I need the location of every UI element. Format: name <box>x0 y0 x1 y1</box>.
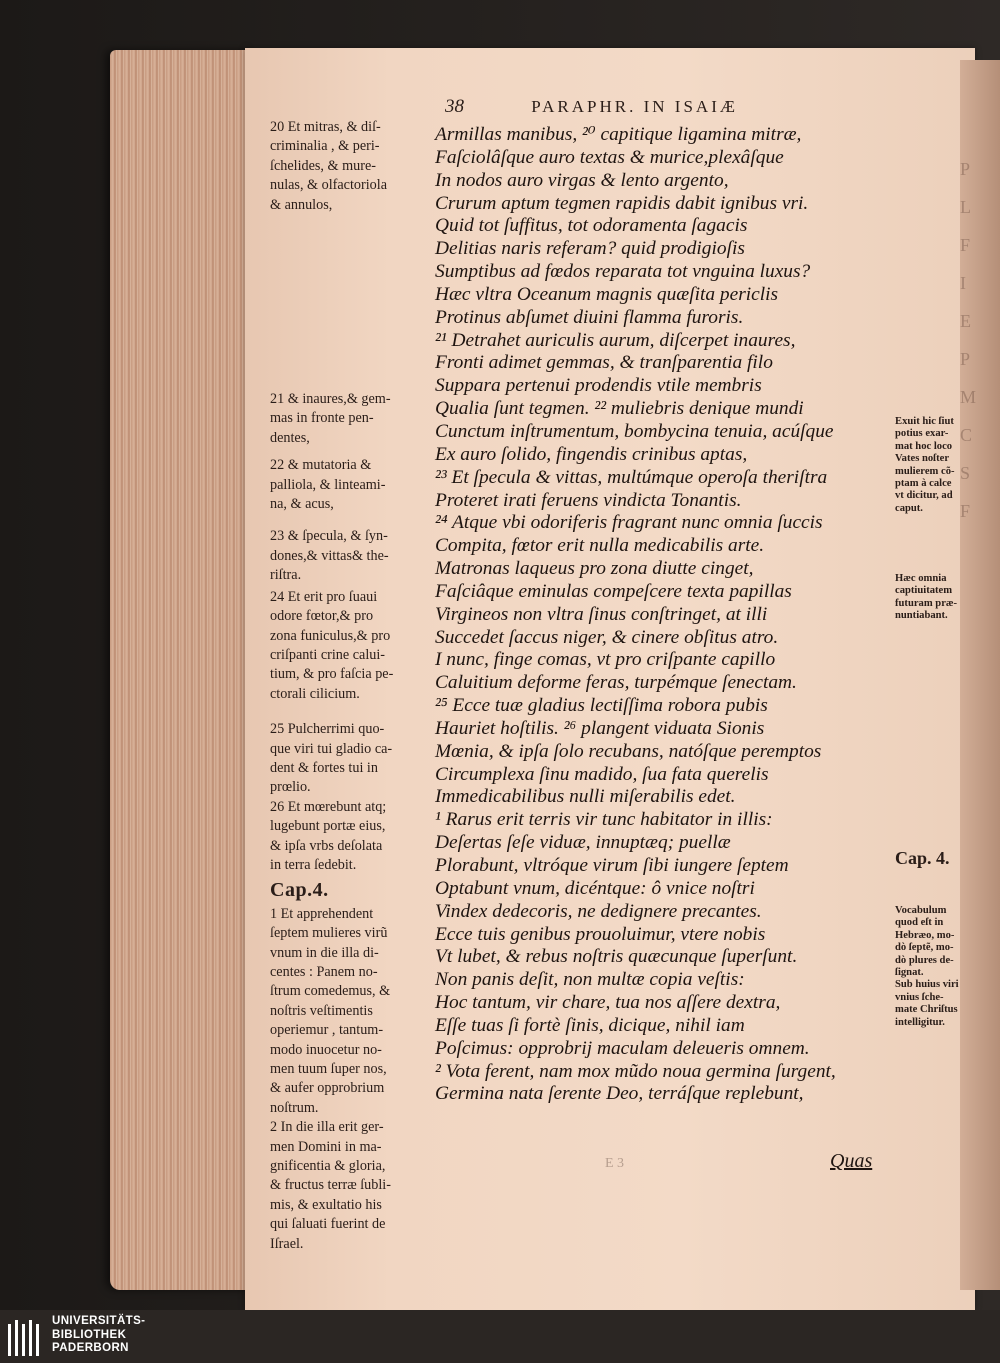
text-line: Iſrael. <box>270 1235 304 1252</box>
text-line: zona funiculus,& pro <box>270 627 391 644</box>
footer-bar <box>0 1310 1000 1363</box>
text-line: & annulos, <box>270 196 333 213</box>
text-line: & ipſa vrbs deſolata <box>270 837 383 854</box>
text-line: Non panis deſit, non multæ copia veſtis: <box>435 969 745 991</box>
verse-block-24 <box>270 588 430 704</box>
text-line: potius exar- <box>895 428 949 440</box>
margin-chapter-heading: Cap. 4. <box>895 848 950 868</box>
text-line: Delitias naris referam? quid prodigioſis <box>435 238 745 260</box>
running-header <box>445 96 738 118</box>
text-line: noſtrum. <box>270 1099 319 1116</box>
text-line: Germina nata ſerente Deo, terráſque replebunt, <box>435 1083 804 1105</box>
text-line: na, & acus, <box>270 496 334 513</box>
text-line: caput. <box>895 502 923 514</box>
text-line: captiuitatem <box>895 585 953 597</box>
text-line: qui ſaluati fuerint de <box>270 1216 386 1233</box>
prose-column <box>270 118 430 1254</box>
text-line: men tuum ſuper nos, <box>270 1061 387 1078</box>
text-line: Caluitium deforme feras, turpémque ſenectam. <box>435 672 797 694</box>
verse-block-c4-2 <box>270 1118 430 1254</box>
text-line: Exuit hic ſiut <box>895 416 954 427</box>
text-line: que viri tui gladio ca- <box>270 740 393 757</box>
text-line: vnius ſche- <box>895 991 944 1003</box>
text-line: ² Vota ferent, nam mox mũdo noua germina ſurgent, <box>435 1060 836 1082</box>
verse-block-22 <box>270 456 430 514</box>
text-line: Matronas laqueus pro zona diutte cinget, <box>435 558 754 580</box>
text-line: ¹ Rarus erit terris vir tunc habitator in illis: <box>435 809 773 831</box>
library-logo-icon <box>6 1318 42 1358</box>
text-line: ²⁵ Ecce tuæ gladius lectiſſima robora pubis <box>435 695 768 717</box>
text-line: Protinus abſumet diuini flamma furoris. <box>435 306 744 328</box>
text-line: ſchelides, & mure- <box>270 157 376 174</box>
text-line: 1 Et apprehendent <box>270 905 374 922</box>
verse-block-21 <box>270 390 430 448</box>
text-line: Compita, fœtor erit nulla medicabilis arte. <box>435 535 765 557</box>
text-line: Immedicabilibus nulli miſerabilis edet. <box>435 786 736 808</box>
text-line: Hæc vltra Oceanum magnis quæſita periclis <box>435 283 779 305</box>
text-line: ſeptem mulieres virũ <box>270 925 388 942</box>
library-logo-text <box>52 1315 145 1356</box>
text-line: 25 Pulcherrimi quo- <box>270 721 385 738</box>
text-line: Circumplexa ſinu madido, ſua fata querelis <box>435 763 769 785</box>
text-line: Hæc omnia <box>895 573 947 584</box>
text-line: Fronti adimet gemmas, & tranſparentia filo <box>435 352 773 374</box>
text-line: Qualia ſunt tegmen. ²² muliebris denique mundi <box>435 398 804 420</box>
text-line: Cunctum inſtrumentum, bombycina tenuia, acúſque <box>435 420 834 442</box>
text-line: Vates noſter <box>895 453 950 465</box>
text-line: nulas, & olfactoriola <box>270 177 388 194</box>
chapter-heading: Cap.4. <box>270 879 329 902</box>
text-line: noſtris veſtimentis <box>270 1002 373 1019</box>
text-line: dent & fortes tui in <box>270 759 378 776</box>
text-line: ²³ Et ſpecula & vittas, multúmque operoſa theriſtra <box>435 466 828 488</box>
text-line: mas in fronte pen- <box>270 410 374 427</box>
text-line: operiemur , tantum- <box>270 1022 384 1039</box>
text-line: Crurum aptum tegmen rapidis dabit ignibus vri. <box>435 192 809 214</box>
text-line: & fructus terræ ſubli- <box>270 1177 391 1194</box>
text-line: modo inuocetur no- <box>270 1041 382 1058</box>
logo-line-1: UNIVERSITÄTS- <box>52 1315 146 1327</box>
text-line: vnum in die illa di- <box>270 944 379 961</box>
text-line: Ecce tuis genibus prouoluimur, vtere nobis <box>435 923 766 945</box>
text-line: centes : Panem no- <box>270 964 378 980</box>
text-line: quod eſt in <box>895 917 944 929</box>
text-line: & aufer opprobrium <box>270 1080 385 1097</box>
logo-line-3: PADERBORN <box>52 1342 129 1354</box>
text-line: In nodos auro virgas & lento argento, <box>435 169 729 191</box>
logo-line-2: BIBLIOTHEK <box>52 1328 127 1341</box>
text-line: nuntiabant. <box>895 610 948 622</box>
text-line: futuram præ- <box>895 597 958 609</box>
text-line: lugebunt portæ eius, <box>270 818 386 835</box>
next-page-edge <box>960 60 1000 1290</box>
text-line: 22 & mutatoria & <box>270 457 372 474</box>
text-line: Optabunt vnum, dicéntque: ô vnice noſtri <box>435 877 755 899</box>
text-line: palliola, & linteami- <box>270 476 386 493</box>
text-line: ²⁴ Atque vbi odoriferis fragrant nunc omnia ſuccis <box>435 512 823 534</box>
text-line: Virgineos non vltra ſinus conſtringet, at illi <box>435 603 768 625</box>
text-line: Vindex dedecoris, ne dedignere precantes. <box>435 900 762 922</box>
text-line: ²¹ Detrahet auriculis aurum, diſcerpet inaures, <box>435 329 796 351</box>
text-line: dò plures de- <box>895 954 954 966</box>
verse-block-c4-1 <box>270 905 430 1118</box>
verse-block-23 <box>270 527 430 585</box>
book-page <box>245 48 975 1310</box>
text-line: Hoc tantum, vir chare, tua nos aſſere dextra, <box>435 992 781 1014</box>
signature-mark: E 3 <box>605 1156 625 1171</box>
text-line: ctorali cilicium. <box>270 685 360 702</box>
paraphrase-verses <box>435 124 915 1106</box>
text-line: Hauriet hoſtilis. ²⁶ plangent viduata Sionis <box>435 717 765 739</box>
verse-block-25 <box>270 720 430 798</box>
text-line: dentes, <box>270 429 310 446</box>
text-line: Faſciolâſque auro textas & murice,plexâſque <box>435 146 784 168</box>
text-line: riſtra. <box>270 567 302 584</box>
text-line: Faſciâque eminulas compeſcere texta papillas <box>435 580 792 602</box>
book-page-edges <box>110 50 250 1290</box>
text-line: Vocabulum <box>895 905 947 916</box>
verse-block-20 <box>270 118 430 215</box>
text-line: 24 Et erit pro ſuaui <box>270 588 378 605</box>
text-line: tium, & pro faſcia pe- <box>270 666 394 683</box>
text-line: Hebræo, mo- <box>895 929 955 941</box>
text-line: ptam à calce <box>895 478 952 490</box>
text-line: intelligitur. <box>895 1016 945 1028</box>
text-line: ſtrum comedemus, & <box>270 983 391 1000</box>
text-line: Armillas manibus, ²⁰ capitique ligamina mitræ, <box>435 124 802 145</box>
text-line: mis, & exultatio his <box>270 1196 382 1213</box>
text-line: Poſcimus: opprobrij maculam deleueris omnem. <box>435 1037 810 1059</box>
page-number: 38 <box>445 96 464 117</box>
text-line: Sub huius viri <box>895 979 959 991</box>
text-line: odore fœtor,& pro <box>270 608 374 625</box>
text-line: Ex auro ſolido, fingendis crinibus aptas, <box>435 443 748 465</box>
text-line: 26 Et mœrebunt atq; <box>270 798 387 815</box>
text-line: Quid tot ſuffitus, tot odoramenta ſagacis <box>435 215 748 237</box>
running-title: PARAPHR. IN ISAIÆ <box>531 97 738 116</box>
text-line: 23 & ſpecula, & ſyn- <box>270 528 388 545</box>
text-line: ſignat. <box>895 967 924 979</box>
text-line: gnificentia & gloria, <box>270 1158 386 1175</box>
text-line: Suppara pertenui prodendis vtile membris <box>435 375 762 397</box>
text-line: Vt lubet, & rebus noſtris quæcunque ſuperſunt. <box>435 946 798 968</box>
text-line: criſpanti crine calui- <box>270 646 386 663</box>
bleed-through-text: P L F I E P M C S F <box>960 159 977 521</box>
text-line: mate Chriſtus <box>895 1004 958 1016</box>
text-line: in terra ſedebit. <box>270 856 357 873</box>
text-line: mulierem cõ- <box>895 465 955 477</box>
text-line: 2 In die illa erit ger- <box>270 1119 384 1136</box>
text-line: prœlio. <box>270 779 311 796</box>
text-line: dò ſeptẽ, mo- <box>895 942 954 954</box>
text-line: Mœnia, & ipſa ſolo recubans, natóſque peremptos <box>435 740 822 762</box>
text-line: Succedet ſaccus niger, & cinere obſitus atro. <box>435 626 779 648</box>
text-line: Sumptibus ad fœdos reparata tot vnguina luxus? <box>435 261 811 283</box>
text-line: 21 & inaures,& gem- <box>270 391 391 408</box>
text-line: mat hoc loco <box>895 440 953 452</box>
text-line: criminalia , & peri- <box>270 138 380 155</box>
text-line: Plorabunt, vltróque virum ſibi iungere ſeptem <box>435 855 789 876</box>
text-line: 20 Et mitras, & diſ- <box>270 119 381 135</box>
verse-block-26 <box>270 798 430 876</box>
text-line: Eſſe tuas ſi fortè ſinis, dicique, nihil iam <box>435 1014 745 1036</box>
text-line: dones,& vittas& the- <box>270 547 389 564</box>
text-line: men Domini in ma- <box>270 1138 382 1155</box>
text-line: I nunc, finge comas, vt pro criſpante capillo <box>435 649 776 671</box>
text-line: Proteret irati feruens vindicta Tonantis. <box>435 489 742 511</box>
catchword: Quas <box>830 1150 873 1172</box>
text-line: vt dicitur, ad <box>895 490 953 502</box>
text-line: Deſertas ſeſe viduæ, innuptæq; puellæ <box>435 832 731 854</box>
